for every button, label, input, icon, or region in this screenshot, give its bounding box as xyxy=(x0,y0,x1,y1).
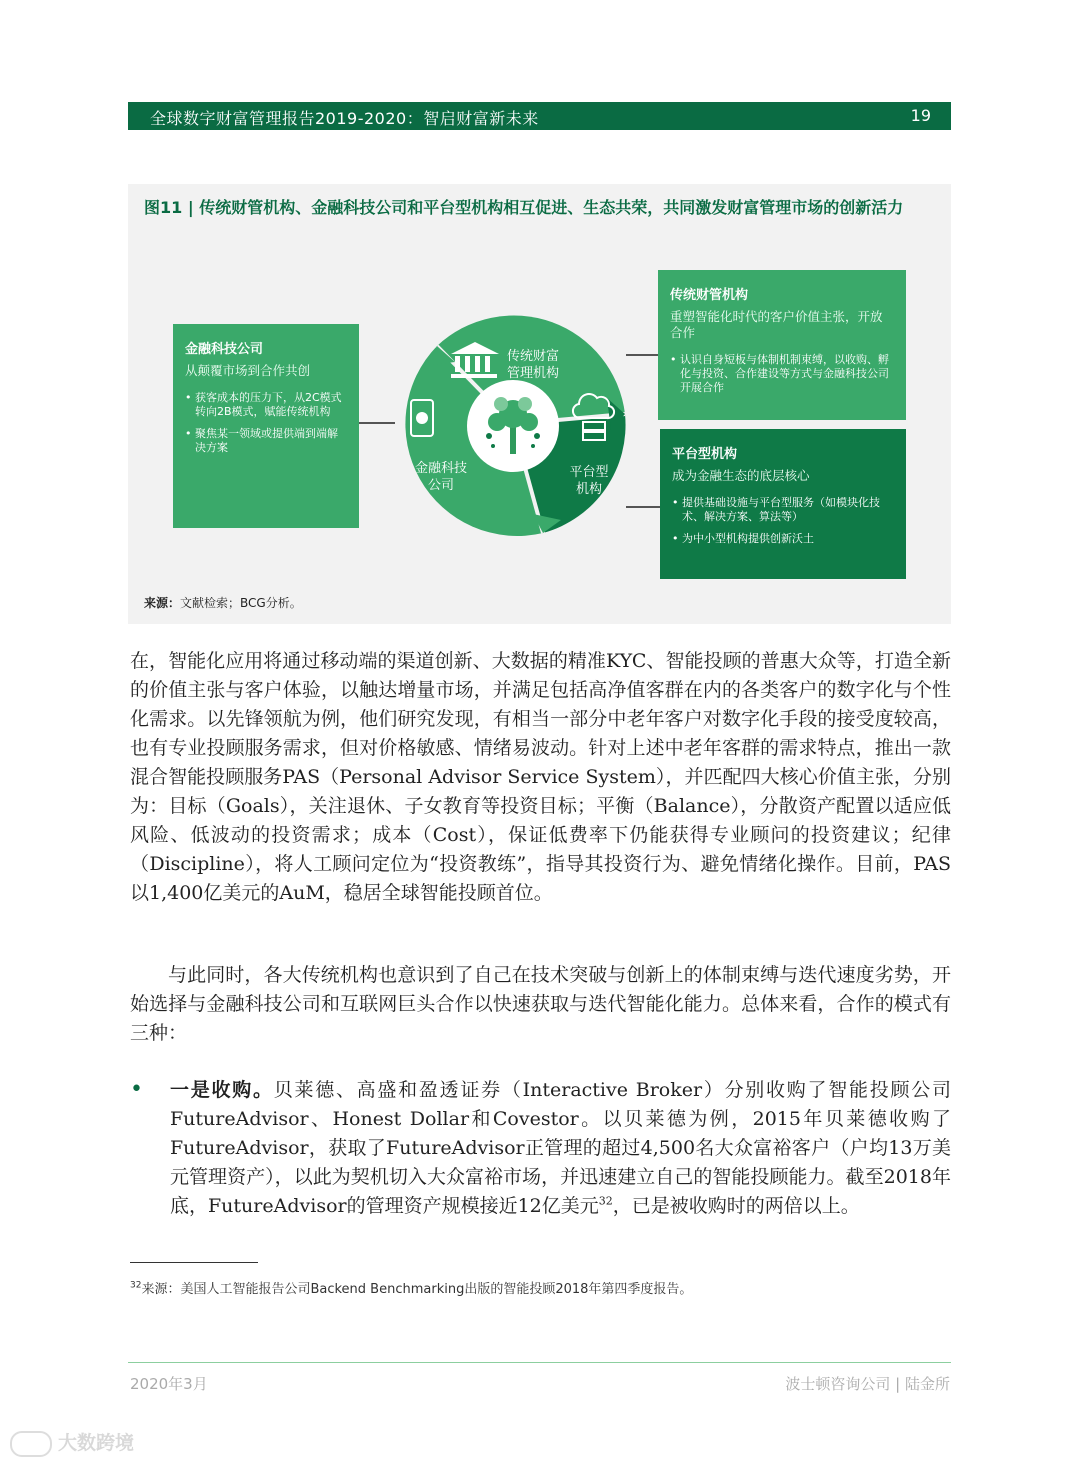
figure-panel xyxy=(128,184,951,624)
traditional-box-bullets xyxy=(670,353,894,395)
source-text: 文献检索；BCG分析。 xyxy=(180,596,302,610)
page-number: 19 xyxy=(910,106,931,125)
figure-source xyxy=(144,594,302,611)
bullet-text xyxy=(170,1076,951,1221)
fintech-box-bullets xyxy=(185,391,347,455)
segment-label-traditional-line2: 管理机构 xyxy=(506,366,560,381)
segment-label-platform-line2: 机构 xyxy=(575,482,603,497)
traditional-box-title: 传统财管机构 xyxy=(670,288,749,303)
segment-label-traditional-line1: 传统财富 xyxy=(506,349,560,364)
footnote-ref: 32 xyxy=(598,1194,613,1208)
paragraph-1: 在，智能化应用将通过移动端的渠道创新、大数据的精准KYC、智能投顾的普惠大众等，打造全新的价值主张与客户体验，以触达增量市场，并满足包括高净值客群在内的各类客户的数字化与个性化需求。以先锋领航为例，他们研究发现，有相当一部分中老年客户对数字化手段的接受度较高，也有专业投顾服务需求，但对价格敏感、情绪易波动。针对上述中老年客群的需求特点，推出一款混合智能投顾服务PAS（Personal Advisor Service System），并匹配四大核心价值主张，分别为：目标（Goals），关注退休、子女教育等投资目标；平衡（Balance），分散资产配置以适应低风险、低波动的投资需求；成本（Cost），保证低费率下仍能获得专业顾问的投资建议；纪律（Discipline），将人工顾问定位为“投资教练”，指导其投资行为、避免情绪化操作。目前，PAS以1,400亿美元的AuM，稳居全球智能投顾首位。 xyxy=(130,650,951,904)
bullet-body: 贝莱德、高盛和盈透证券（Interactive Broker）分别收购了智能投顾公司FutureAdvisor、Honest Dollar和Covestor。以贝莱德为例，2015年贝莱德收购了FutureAdvisor，获取了FutureAdvisor正管理的超过4,500名大众富裕客户（户均13万美元管理资产），以此为契机切入大众富裕市场，并迅速建立自己的智能投顾能力。截至2018年底，FutureAdvisor的管理资产规模接近12亿美元 xyxy=(170,1079,951,1217)
source-label: 来源： xyxy=(144,596,181,610)
watermark xyxy=(10,1428,134,1457)
list-item: • 聚焦某一领域或提供端到端解决方案 xyxy=(195,427,347,455)
footnote xyxy=(130,1278,692,1297)
segment-label-platform-line1: 平台型 xyxy=(569,465,609,480)
platform-box xyxy=(660,429,906,579)
bullet-dot: • xyxy=(130,1077,143,1102)
fintech-box-subtitle: 从颠覆市场到合作共创 xyxy=(185,363,311,378)
list-item: • 获客成本的压力下，从2C模式转向2B模式，赋能传统机构 xyxy=(195,391,347,419)
footer-rule xyxy=(128,1362,951,1363)
paragraph-2: 与此同时，各大传统机构也意识到了自己在技术突破与创新上的体制束缚与迭代速度劣势，开始选择与金融科技公司和互联网巨头合作以快速获取与迭代智能化能力。总体来看，合作的模式有三种： xyxy=(130,964,951,1044)
bullet-tail: ，已是被收购时的两倍以上。 xyxy=(612,1195,860,1217)
footer-org: 波士顿咨询公司 | 陆金所 xyxy=(785,1375,950,1393)
fintech-box xyxy=(173,324,359,528)
header-bar xyxy=(128,102,951,130)
footnote-number: 32 xyxy=(130,1280,142,1291)
traditional-box-subtitle: 重塑智能化时代的客户价值主张，开放合作 xyxy=(670,309,883,340)
footnote-text: 来源：美国人工智能报告公司Backend Benchmarking出版的智能投顾2018年第四季度报告。 xyxy=(141,1282,693,1297)
footnote-rule xyxy=(130,1262,258,1263)
platform-box-bullets xyxy=(672,496,894,546)
platform-box-title: 平台型机构 xyxy=(672,447,738,462)
bullet-lead: 一是收购。 xyxy=(170,1079,274,1101)
watermark-logo-icon xyxy=(10,1431,52,1457)
list-item: • 认识自身短板与体制机制束缚，以收购、孵化与投资、合作建设等方式与金融科技公司开展合作 xyxy=(680,353,894,395)
segment-label-fintech-line2: 公司 xyxy=(427,478,455,493)
fintech-box-title: 金融科技公司 xyxy=(185,342,264,357)
connector-left xyxy=(359,422,395,424)
footer-date: 2020年3月 xyxy=(130,1375,208,1393)
platform-box-subtitle: 成为金融生态的底层核心 xyxy=(672,468,810,483)
cycle-diagram xyxy=(393,304,633,544)
watermark-text: 大数跨境 xyxy=(58,1432,135,1454)
list-item: • 为中小型机构提供创新沃土 xyxy=(682,532,894,546)
figure-title: 图11 | 传统财管机构、金融科技公司和平台型机构相互促进、生态共荣，共同激发财富管理市场的创新活力 xyxy=(144,198,904,217)
traditional-box xyxy=(658,270,906,420)
report-title: 全球数字财富管理报告2019-2020：智启财富新未来 xyxy=(150,109,539,128)
segment-label-fintech-line1: 金融科技 xyxy=(414,461,468,476)
list-item: • 提供基础设施与平台型服务（如模块化技术、解决方案、算法等） xyxy=(682,496,894,524)
